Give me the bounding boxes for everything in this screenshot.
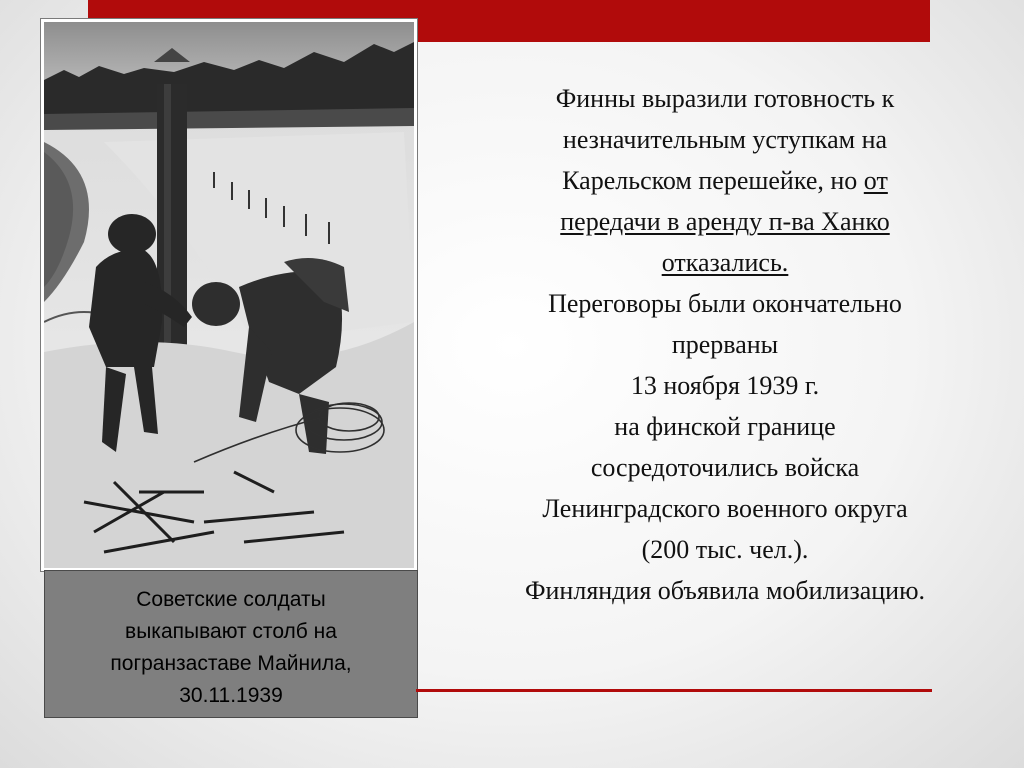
underlined-text: отказались.	[661, 248, 789, 277]
text-line: Финны выразили готовность к	[555, 84, 895, 113]
text-line: (200 тыс. чел.).	[641, 535, 809, 564]
photo-caption	[44, 570, 418, 718]
caption-line: 30.11.1939	[179, 684, 283, 707]
underlined-text: от	[863, 166, 888, 195]
text-line: Переговоры были окончательно	[548, 289, 902, 318]
historical-photo	[44, 22, 414, 568]
photo-frame	[40, 18, 418, 572]
text-line: Ленинградского военного округа	[542, 494, 908, 523]
main-text-block	[440, 78, 1010, 611]
caption-line: погранзаставе Майнила,	[110, 652, 352, 675]
caption-line: Советские солдаты	[136, 588, 326, 611]
date-line: 13 ноября 1939 г.	[630, 371, 820, 400]
text-line	[440, 160, 1010, 201]
text-segment: Карельском перешейке, но	[562, 166, 864, 195]
text-line: сосредоточились войска	[590, 453, 860, 482]
underlined-text: передачи в аренду п-ва Ханко	[560, 207, 890, 236]
text-line: на финской границе	[614, 412, 836, 441]
caption-line: выкапывают столб на	[125, 620, 337, 643]
bottom-accent-line	[416, 689, 932, 692]
text-line: прерваны	[671, 330, 779, 359]
text-line: незначительным уступкам на	[562, 125, 888, 154]
text-line: Финляндия объявила мобилизацию.	[524, 576, 926, 605]
